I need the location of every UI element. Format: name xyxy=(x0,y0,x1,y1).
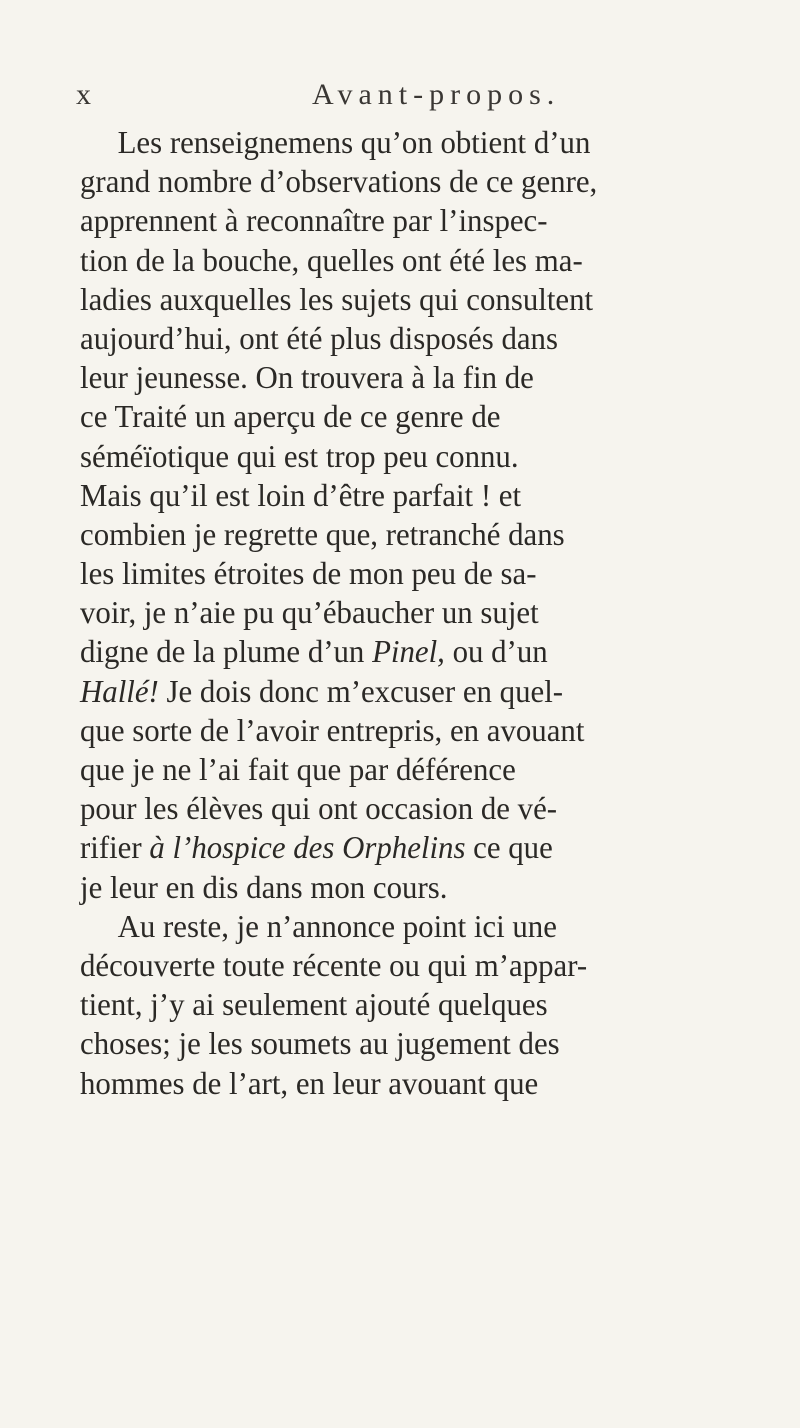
text-run: voir, je n’aie pu qu’ébaucher un sujet xyxy=(80,595,539,631)
text-line xyxy=(80,476,792,515)
body-text xyxy=(80,123,800,1103)
text-line xyxy=(80,162,792,201)
text-line xyxy=(80,1024,792,1063)
text-line xyxy=(80,946,792,985)
text-line xyxy=(80,750,792,789)
italic-text: Hallé! xyxy=(80,673,159,709)
text-run: ce Traité un aperçu de ce genre de xyxy=(80,399,501,435)
text-run: tion de la bouche, quelles ont été les ma- xyxy=(80,242,583,278)
text-run: tient, j’y ai seulement ajouté quelques xyxy=(80,987,548,1023)
text-run: combien je regrette que, retranché dans xyxy=(80,516,565,552)
text-line xyxy=(80,358,792,397)
text-run: rifier xyxy=(80,830,150,866)
text-run: grand nombre d’observations de ce genre, xyxy=(80,164,598,200)
text-run: leur jeunesse. On trouvera à la fin de xyxy=(80,360,534,396)
text-line xyxy=(80,593,792,632)
text-line xyxy=(80,397,792,436)
text-line xyxy=(80,280,792,319)
text-run: que sorte de l’avoir entrepris, en avouant xyxy=(80,712,585,748)
text-line xyxy=(80,985,792,1024)
italic-text: à l’hospice des Orphelins xyxy=(149,830,466,866)
text-line xyxy=(80,554,792,593)
text-run: Je dois donc m’excuser en quel- xyxy=(158,673,564,709)
text-run: choses; je les soumets au jugement des xyxy=(80,1026,560,1062)
text-line xyxy=(80,319,792,358)
text-run: découverte toute récente ou qui m’appar- xyxy=(80,947,588,983)
text-run: hommes de l’art, en leur avouant que xyxy=(80,1065,539,1101)
text-run: Les renseignemens qu’on obtient d’un xyxy=(117,125,591,160)
text-line xyxy=(80,515,792,554)
text-run: séméïotique qui est trop peu connu. xyxy=(80,438,519,474)
text-line xyxy=(80,201,792,240)
text-line xyxy=(80,241,792,280)
text-run: les limites étroites de mon peu de sa- xyxy=(80,556,537,592)
text-line xyxy=(80,907,792,946)
running-title: Avant-propos. xyxy=(312,78,561,111)
text-run: Mais qu’il est loin d’être parfait ! et xyxy=(80,477,522,513)
text-line xyxy=(80,437,792,476)
running-head xyxy=(76,78,636,118)
text-line xyxy=(80,632,792,671)
text-run: ou d’un xyxy=(444,634,548,670)
text-run: ce que xyxy=(465,830,553,866)
text-run: pour les élèves qui ont occasion de vé- xyxy=(80,791,558,827)
text-run: apprennent à reconnaître par l’inspec- xyxy=(80,203,548,239)
page-number: x xyxy=(76,78,91,111)
text-run: ladies auxquelles les sujets qui consultent xyxy=(80,281,594,317)
text-run: que je ne l’ai fait que par déférence xyxy=(80,752,516,787)
text-line xyxy=(80,828,792,867)
text-run: digne de la plume d’un xyxy=(80,634,373,670)
text-line xyxy=(80,123,792,162)
text-line xyxy=(80,1064,792,1103)
text-run: aujourd’hui, ont été plus disposés dans xyxy=(80,320,558,356)
text-run: je leur en dis dans mon cours. xyxy=(80,869,448,905)
text-line xyxy=(80,711,792,750)
text-line xyxy=(80,868,792,907)
text-run: Au reste, je n’annonce point ici une xyxy=(117,908,557,944)
italic-text: Pinel, xyxy=(372,634,445,670)
text-line xyxy=(80,672,792,711)
text-line xyxy=(80,789,792,828)
